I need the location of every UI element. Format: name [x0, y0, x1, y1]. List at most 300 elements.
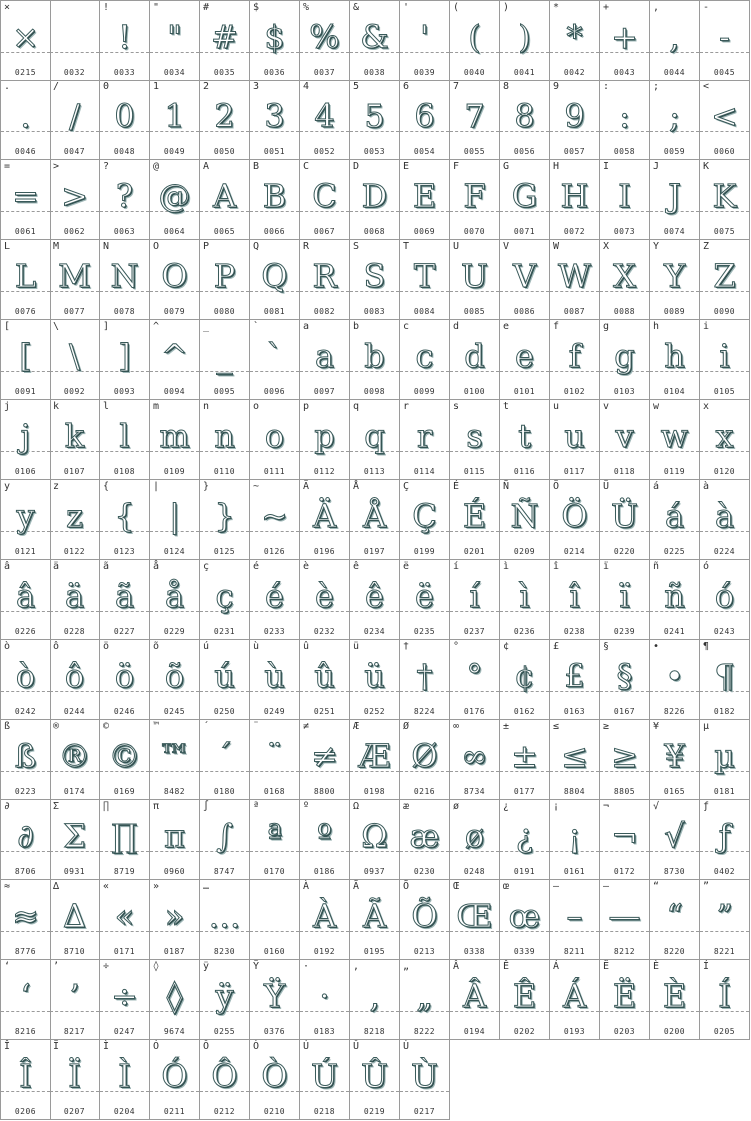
glyph-sample: `	[266, 337, 283, 375]
glyph-label: ]	[103, 321, 110, 332]
glyph-cell	[400, 240, 450, 320]
glyph-sample: ‚	[369, 977, 380, 1015]
glyph-cell	[700, 640, 750, 720]
glyph-cell	[150, 800, 200, 880]
glyph-label: ∏	[103, 801, 110, 812]
glyph-code: 0215	[14, 68, 37, 77]
glyph-sample: ÷	[111, 977, 138, 1015]
glyph-cell	[250, 240, 300, 320]
glyph-label: F	[453, 161, 460, 172]
glyph-code: 0119	[663, 467, 686, 476]
glyph-code: 8804	[563, 787, 586, 796]
glyph-code: 0076	[14, 307, 37, 316]
glyph-code: 0032	[63, 68, 86, 77]
glyph-cell	[400, 80, 450, 160]
glyph-code: 0050	[213, 147, 236, 156]
glyph-label: ü	[353, 641, 360, 652]
glyph-code: 0174	[63, 787, 86, 796]
glyph-cell	[450, 560, 500, 640]
glyph-label: Å	[353, 481, 360, 492]
glyph-sample: ∫	[216, 817, 233, 855]
glyph-code: 0101	[513, 387, 536, 396]
glyph-code: 0206	[14, 1107, 37, 1116]
glyph-code: 0213	[413, 947, 436, 956]
glyph-code: 0241	[663, 627, 686, 636]
glyph-cell	[550, 480, 600, 560]
glyph-sample: Ü	[611, 497, 638, 535]
glyph-cell	[300, 160, 350, 240]
glyph-sample: Ï	[68, 1057, 81, 1095]
glyph-code: 0931	[63, 867, 86, 876]
glyph-label: ¡	[553, 801, 560, 812]
glyph-label: £	[553, 641, 560, 652]
glyph-code: 0052	[313, 147, 336, 156]
glyph-sample: i	[719, 337, 730, 375]
glyph-cell	[350, 1040, 400, 1120]
glyph-sample: Ä	[312, 497, 337, 535]
glyph-cell	[100, 960, 150, 1040]
glyph-label: 6	[403, 81, 410, 92]
glyph-sample: ã	[114, 577, 135, 615]
glyph-code: 0118	[613, 467, 636, 476]
glyph-label: n	[203, 401, 210, 412]
glyph-label: Σ	[53, 801, 60, 812]
glyph-cell	[300, 960, 350, 1040]
glyph-code: 0053	[363, 147, 386, 156]
glyph-sample: ò	[15, 657, 36, 695]
glyph-sample: ]	[118, 337, 131, 375]
glyph-label: r	[403, 401, 410, 412]
glyph-label: ®	[53, 721, 60, 732]
glyph-label: †	[403, 641, 410, 652]
glyph-sample: ¨	[266, 737, 283, 775]
glyph-label: ã	[103, 561, 110, 572]
glyph-cell	[700, 80, 750, 160]
glyph-label: ¿	[503, 801, 510, 812]
glyph-code: 0080	[213, 307, 236, 316]
glyph-label: «	[103, 881, 110, 892]
glyph-cell	[100, 800, 150, 880]
glyph-sample: $	[264, 18, 285, 56]
glyph-label: p	[303, 401, 310, 412]
glyph-cell	[500, 720, 550, 800]
glyph-label: >	[53, 161, 60, 172]
glyph-label: g	[603, 321, 610, 332]
glyph-label: &	[353, 2, 360, 13]
glyph-cell	[600, 800, 650, 880]
glyph-sample: 5	[364, 97, 385, 135]
glyph-code: 0047	[63, 147, 86, 156]
glyph-code: 0167	[613, 707, 636, 716]
glyph-sample: K	[712, 177, 737, 215]
glyph-label: —	[603, 881, 610, 892]
glyph-label: §	[603, 641, 610, 652]
glyph-label: “	[653, 881, 660, 892]
glyph-code: 8230	[213, 947, 236, 956]
glyph-cell	[350, 800, 400, 880]
glyph-code: 0072	[563, 227, 586, 236]
glyph-label: ó	[703, 561, 710, 572]
glyph-sample: Û	[361, 1057, 388, 1095]
glyph-label: ‘	[4, 961, 11, 972]
glyph-sample: b	[364, 337, 385, 375]
glyph-sample: a	[314, 337, 335, 375]
glyph-sample: :	[619, 97, 630, 135]
glyph-code: 0063	[113, 227, 136, 236]
glyph-code: 0177	[513, 787, 536, 796]
glyph-sample: £	[564, 657, 585, 695]
glyph-code: 0051	[263, 147, 286, 156]
glyph-label: ¢	[503, 641, 510, 652]
glyph-sample: í	[469, 577, 480, 615]
glyph-code: 0108	[113, 467, 136, 476]
glyph-cell	[300, 400, 350, 480]
glyph-sample: ≈	[12, 897, 39, 935]
glyph-code: 8482	[163, 787, 186, 796]
glyph-code: 0249	[263, 707, 286, 716]
glyph-code: 0168	[263, 787, 286, 796]
glyph-code: 0092	[63, 387, 86, 396]
glyph-sample: z	[66, 497, 83, 535]
glyph-code: 0107	[63, 467, 86, 476]
glyph-label: í	[453, 561, 460, 572]
glyph-cell	[100, 480, 150, 560]
glyph-code: 0203	[613, 1027, 636, 1036]
glyph-cell	[200, 720, 250, 800]
glyph-label: ·	[303, 961, 310, 972]
glyph-code: 0105	[713, 387, 736, 396]
glyph-label: Ö	[553, 481, 560, 492]
glyph-code: 0103	[613, 387, 636, 396]
glyph-code: 0085	[463, 307, 486, 316]
glyph-cell	[400, 880, 450, 960]
glyph-cell	[0, 480, 51, 560]
glyph-label: -	[703, 2, 710, 13]
glyph-sample: &	[360, 18, 389, 56]
glyph-sample: ª	[266, 817, 283, 855]
glyph-sample: D	[361, 177, 388, 215]
glyph-sample: t	[518, 417, 531, 455]
glyph-code: 0183	[313, 1027, 336, 1036]
glyph-cell	[700, 960, 750, 1040]
glyph-code: 0937	[363, 867, 386, 876]
glyph-label: %	[303, 2, 310, 13]
glyph-code: 0217	[413, 1107, 436, 1116]
glyph-code: 0126	[263, 547, 286, 556]
glyph-code: 0235	[413, 627, 436, 636]
glyph-label: √	[653, 801, 660, 812]
glyph-label: ≥	[603, 721, 610, 732]
glyph-cell	[450, 160, 500, 240]
glyph-sample: A	[212, 177, 237, 215]
glyph-sample: ì	[519, 577, 530, 615]
glyph-cell	[100, 640, 150, 720]
glyph-label: ù	[253, 641, 260, 652]
glyph-label: Ë	[603, 961, 610, 972]
glyph-cell	[100, 1040, 150, 1120]
glyph-code: 0087	[563, 307, 586, 316]
glyph-label: ‚	[353, 961, 360, 972]
glyph-code: 0064	[163, 227, 186, 236]
glyph-code: 0057	[563, 147, 586, 156]
glyph-cell	[500, 400, 550, 480]
glyph-label: µ	[703, 721, 710, 732]
glyph-cell	[0, 400, 51, 480]
glyph-code: 0201	[463, 547, 486, 556]
glyph-label: ë	[403, 561, 410, 572]
glyph-label: +	[603, 2, 610, 13]
glyph-code: 0202	[513, 1027, 536, 1036]
glyph-cell	[0, 160, 51, 240]
glyph-label: á	[653, 481, 660, 492]
glyph-sample: ×	[12, 18, 39, 56]
glyph-sample: J	[668, 177, 681, 215]
glyph-sample: l	[119, 417, 130, 455]
glyph-code: 0048	[113, 147, 136, 156]
glyph-code: 0033	[113, 68, 136, 77]
glyph-code: 0223	[14, 787, 37, 796]
glyph-cell	[550, 240, 600, 320]
glyph-label: »	[153, 881, 160, 892]
glyph-code: 8800	[313, 787, 336, 796]
glyph-label: d	[453, 321, 460, 332]
glyph-cell	[250, 80, 300, 160]
glyph-cell	[350, 400, 400, 480]
glyph-code: 0180	[213, 787, 236, 796]
glyph-cell	[100, 320, 150, 400]
glyph-sample: §	[616, 657, 633, 695]
glyph-label: b	[353, 321, 360, 332]
glyph-cell	[50, 80, 100, 160]
glyph-label: X	[603, 241, 610, 252]
glyph-label: M	[53, 241, 60, 252]
glyph-code: 0084	[413, 307, 436, 316]
glyph-cell	[350, 880, 400, 960]
glyph-label: e	[503, 321, 510, 332]
glyph-label: {	[103, 481, 110, 492]
glyph-sample: T	[413, 257, 436, 295]
glyph-label: Ú	[303, 1041, 310, 1052]
glyph-cell	[150, 880, 200, 960]
glyph-code: 0045	[713, 68, 736, 77]
glyph-label: Õ	[403, 881, 410, 892]
glyph-code: 0205	[713, 1027, 736, 1036]
glyph-sample: Ç	[412, 497, 437, 535]
glyph-cell	[250, 960, 300, 1040]
glyph-label: (	[453, 2, 460, 13]
glyph-cell	[450, 80, 500, 160]
glyph-label: ×	[4, 2, 11, 13]
glyph-cell	[200, 400, 250, 480]
glyph-label: l	[103, 401, 110, 412]
glyph-label: °	[453, 641, 460, 652]
glyph-label: ú	[203, 641, 210, 652]
glyph-sample: Â	[462, 977, 487, 1015]
glyph-label: N	[103, 241, 110, 252]
glyph-code: 8734	[463, 787, 486, 796]
glyph-label: W	[553, 241, 560, 252]
glyph-code: 0040	[463, 68, 486, 77]
glyph-label: 8	[503, 81, 510, 92]
glyph-label: Z	[703, 241, 710, 252]
glyph-cell	[0, 1040, 51, 1120]
glyph-label: ~	[253, 481, 260, 492]
glyph-code: 8805	[613, 787, 636, 796]
glyph-cell	[200, 480, 250, 560]
glyph-cell	[350, 0, 400, 81]
glyph-label: û	[303, 641, 310, 652]
glyph-cell	[50, 560, 100, 640]
glyph-sample: ö	[114, 657, 135, 695]
glyph-code: 0209	[513, 547, 536, 556]
glyph-sample: o	[264, 417, 285, 455]
glyph-code: 0081	[263, 307, 286, 316]
glyph-code: 0225	[663, 547, 686, 556]
glyph-label: t	[503, 401, 510, 412]
glyph-sample: ñ	[664, 577, 685, 615]
glyph-sample: 9	[564, 97, 585, 135]
glyph-code: 8220	[663, 947, 686, 956]
glyph-sample: É	[462, 497, 487, 535]
glyph-cell	[50, 480, 100, 560]
glyph-code: 0054	[413, 147, 436, 156]
glyph-cell	[650, 0, 700, 81]
glyph-sample: ¬	[611, 817, 638, 855]
glyph-sample: O	[161, 257, 188, 295]
glyph-cell	[700, 400, 750, 480]
glyph-sample: .	[20, 97, 31, 135]
glyph-sample: N	[110, 257, 139, 295]
glyph-sample: π	[163, 817, 186, 855]
glyph-code: 0161	[563, 867, 586, 876]
glyph-sample: »	[164, 897, 185, 935]
glyph-cell	[700, 240, 750, 320]
glyph-sample: h	[664, 337, 685, 375]
glyph-code: 0376	[263, 1027, 286, 1036]
glyph-sample: y	[16, 497, 35, 535]
glyph-label: ’	[53, 961, 60, 972]
glyph-label: æ	[403, 801, 410, 812]
glyph-cell	[600, 80, 650, 160]
glyph-cell	[350, 560, 400, 640]
glyph-cell	[250, 480, 300, 560]
glyph-cell	[300, 560, 350, 640]
glyph-code: 0207	[63, 1107, 86, 1116]
glyph-sample: [	[19, 337, 32, 375]
glyph-code: 0066	[263, 227, 286, 236]
glyph-cell	[400, 640, 450, 720]
glyph-label: ª	[253, 801, 260, 812]
glyph-sample: w	[660, 417, 689, 455]
glyph-label: T	[403, 241, 410, 252]
glyph-label: z	[53, 481, 60, 492]
glyph-label: !	[103, 2, 110, 13]
glyph-sample: <	[711, 97, 738, 135]
glyph-cell	[650, 640, 700, 720]
glyph-cell	[400, 480, 450, 560]
glyph-label: É	[453, 481, 460, 492]
glyph-sample: P	[213, 257, 236, 295]
glyph-code: 0219	[363, 1107, 386, 1116]
glyph-cell	[0, 720, 51, 800]
glyph-label: x	[703, 401, 710, 412]
glyph-sample: x	[715, 417, 734, 455]
glyph-code: 8747	[213, 867, 236, 876]
glyph-cell	[250, 400, 300, 480]
glyph-cell	[600, 640, 650, 720]
glyph-label: è	[303, 561, 310, 572]
glyph-cell	[600, 880, 650, 960]
glyph-sample: ï	[619, 577, 630, 615]
glyph-sample: >	[61, 177, 88, 215]
glyph-sample: Ú	[311, 1057, 338, 1095]
glyph-label: ÷	[103, 961, 110, 972]
glyph-sample: Ñ	[510, 497, 539, 535]
glyph-code: 0186	[313, 867, 336, 876]
glyph-sample: L	[14, 257, 37, 295]
glyph-sample: U	[461, 257, 488, 295]
glyph-sample: ß	[14, 737, 37, 775]
glyph-label: 4	[303, 81, 310, 92]
glyph-label: ê	[353, 561, 360, 572]
glyph-cell	[450, 640, 500, 720]
glyph-code: 0251	[313, 707, 336, 716]
glyph-label: Æ	[353, 721, 360, 732]
glyph-cell	[200, 80, 250, 160]
glyph-sample: ¶	[714, 657, 735, 695]
glyph-sample: ¿	[515, 817, 534, 855]
glyph-label: Ñ	[503, 481, 510, 492]
glyph-code: 0095	[213, 387, 236, 396]
glyph-label: ø	[453, 801, 460, 812]
glyph-cell	[600, 0, 650, 81]
glyph-cell	[0, 0, 51, 81]
glyph-cell	[700, 720, 750, 800]
glyph-code: 0094	[163, 387, 186, 396]
glyph-cell	[150, 400, 200, 480]
glyph-label: $	[253, 2, 260, 13]
glyph-sample: ´	[216, 737, 233, 775]
glyph-code: 0191	[513, 867, 536, 876]
glyph-cell	[250, 880, 300, 960]
glyph-sample: ©	[108, 737, 141, 775]
glyph-code: 0106	[14, 467, 37, 476]
glyph-code: 0402	[713, 867, 736, 876]
glyph-label: B	[253, 161, 260, 172]
glyph-cell	[300, 80, 350, 160]
glyph-sample: _	[216, 337, 233, 375]
glyph-cell	[300, 880, 350, 960]
glyph-sample: ú	[214, 657, 235, 695]
glyph-code: 0039	[413, 68, 436, 77]
glyph-code: 0197	[363, 547, 386, 556]
glyph-cell	[150, 320, 200, 400]
glyph-sample: ç	[215, 577, 234, 615]
glyph-label: c	[403, 321, 410, 332]
glyph-label: ä	[53, 561, 60, 572]
glyph-code: 0067	[313, 227, 336, 236]
glyph-sample: 7	[464, 97, 485, 135]
glyph-cell	[150, 240, 200, 320]
glyph-label: Ì	[103, 1041, 110, 1052]
glyph-cell	[400, 560, 450, 640]
glyph-sample: Ö	[561, 497, 588, 535]
glyph-code: 8706	[14, 867, 37, 876]
glyph-label: *	[553, 2, 560, 13]
glyph-label: Q	[253, 241, 260, 252]
glyph-cell	[550, 560, 600, 640]
glyph-sample: H	[560, 177, 589, 215]
